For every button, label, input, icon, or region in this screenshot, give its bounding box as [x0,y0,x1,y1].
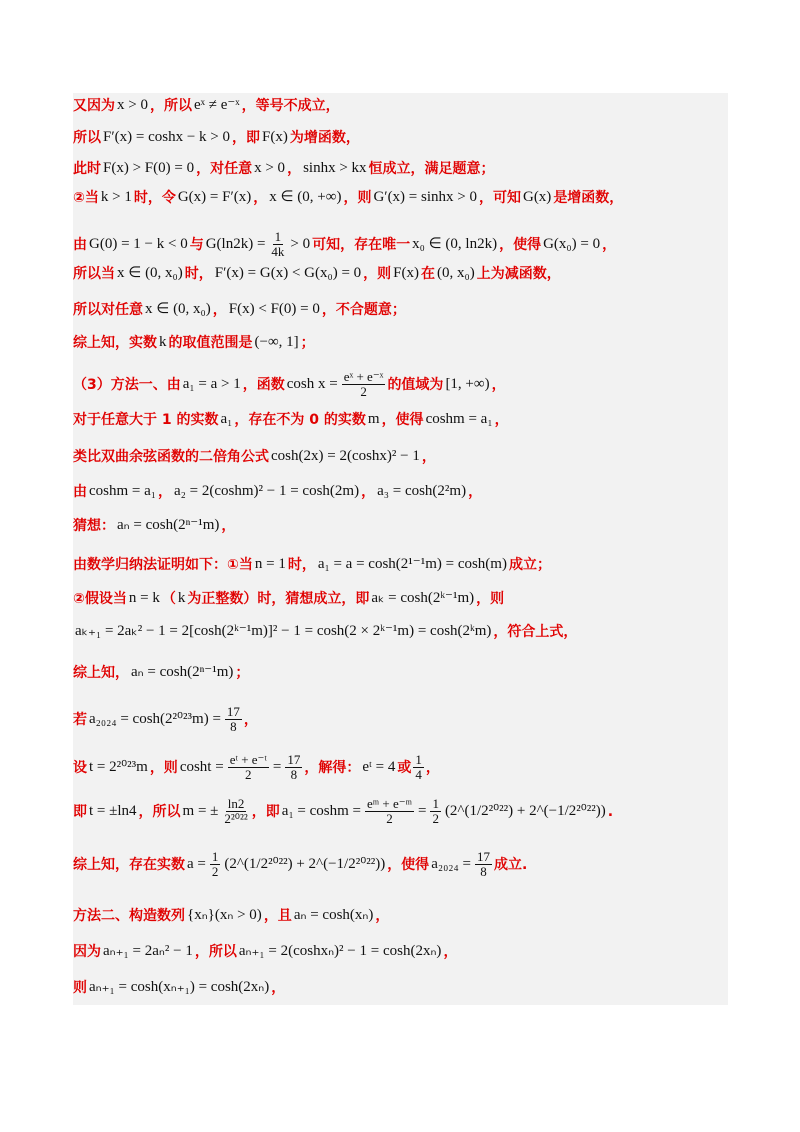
text-segment: 综上知， [73,664,129,681]
fraction-denominator: 8 [480,864,487,880]
fraction-numerator: eᵗ + e⁻ᵗ [229,752,267,767]
text-segment: ，等号不成立， [241,97,340,114]
text-line [73,944,457,959]
math-expression: a₁ = coshm = [281,803,362,820]
text-segment: ， [421,448,436,465]
text-segment: 所以 [73,129,101,146]
math-expression: a = [187,856,206,873]
text-line [73,190,623,205]
math-expression: coshm = a₁ [425,411,493,427]
text-segment: 的值域为 [387,376,444,393]
text-line [73,230,616,260]
fraction-numerator: 17 [226,704,240,719]
text-segment: ，则 [343,189,372,206]
text-segment: ，所以 [138,803,181,820]
math-expression: (0, x₀) [437,265,475,281]
math-expression: > 0 [290,236,311,253]
text-segment: ，使得 [387,856,430,873]
text-segment: 可知，存在唯一 [312,236,411,253]
math-expression: aₖ = cosh(2ᵏ⁻¹m) [371,590,475,606]
math-expression: a₂₀₂₄ = [431,856,471,873]
math-expression: m [367,411,380,427]
math-expression: = [417,803,427,820]
text-segment: ， [287,160,302,177]
math-expression: sinhx > kx [303,160,367,176]
text-segment: ，存在不为 0 的实数 [234,411,366,428]
text-segment: ，函数 [242,376,285,393]
text-segment: ； [235,664,250,681]
math-expression: a₁ = a > 1 [182,376,241,393]
fraction [228,753,269,783]
text-segment: ②假设当 [73,590,127,607]
text-line [73,335,315,350]
text-segment: 综上知，存在实数 [73,856,185,873]
text-segment: ， [494,411,509,428]
math-expression: F(x) [393,265,420,281]
text-segment: ，且 [263,907,292,924]
math-expression: a₂ = 2(coshm)² − 1 = cosh(2m) [174,483,360,499]
math-expression: x₀ ∈ (0, ln2k) [412,236,498,253]
text-segment: 由 [73,236,87,253]
text-segment: ， [375,907,390,924]
text-segment: ，对任意 [196,160,253,177]
math-expression: eˣ ≠ e⁻ˣ [193,97,240,113]
text-line [73,518,235,533]
text-segment: 所以当 [73,265,115,282]
math-expression: F(x) < F(0) = 0 [228,301,320,317]
math-expression: a₁ [220,411,233,427]
text-line [73,370,506,400]
text-segment: 是增函数， [553,189,624,206]
math-expression: aₙ = cosh(2ⁿ⁻¹m) [117,517,220,533]
math-expression: G(x) = F′(x) [177,189,252,205]
text-segment: ， [361,483,376,500]
math-expression: x > 0 [117,97,148,113]
text-line [73,130,360,145]
text-segment: ，所以 [149,97,192,114]
text-segment: ，使得 [499,236,542,253]
text-line [73,908,389,923]
fraction-denominator: 2 [360,384,367,400]
text-segment: 则 [73,979,87,996]
fraction [222,797,249,827]
fraction-numerator: 17 [476,849,490,864]
fraction [210,850,221,880]
text-segment: ，所以 [194,943,237,960]
text-segment: ，可知 [478,189,521,206]
fraction-numerator: 17 [287,752,301,767]
text-segment: （3）方法一、由 [73,376,181,393]
math-expression: aₙ = cosh(xₙ) [293,907,374,923]
fraction-denominator: 8 [230,719,237,735]
text-segment: 此时 [73,160,101,177]
text-segment: 设 [73,759,87,776]
math-expression: aₙ = cosh(2ⁿ⁻¹m) [131,664,234,680]
math-expression: x ∈ (0, +∞) [269,189,342,205]
text-segment: 与 [189,236,204,253]
math-expression: t = ±ln4 [89,803,137,820]
text-line [73,980,285,995]
math-expression: t = 2²⁰²³m [89,759,148,776]
math-expression: aₙ₊₁ = cosh(xₙ₊₁) = cosh(2xₙ) [89,979,270,995]
math-expression: aₙ₊₁ = 2(coshxₙ)² − 1 = cosh(2xₙ) [238,943,442,959]
text-segment: ，符合上式， [493,623,578,640]
math-expression: cosh(2x) = 2(coshx)² − 1 [271,448,420,464]
fraction-numerator: 1 [274,229,282,244]
fraction-numerator: ln2 [227,796,245,811]
math-expression: cosh x = [286,376,338,393]
math-expression: a₁ = a = cosh(2¹⁻¹m) = cosh(m) [317,556,507,572]
text-segment: （ [161,590,176,607]
fraction-denominator: 8 [290,767,298,783]
math-expression: G(x) [522,189,552,205]
text-segment: 因为 [73,943,101,960]
fraction-denominator: 2 [386,811,393,827]
text-segment: 猜想： [73,517,115,534]
text-line [73,266,561,281]
text-segment: ， [443,943,458,960]
text-segment: . [607,803,614,820]
text-segment: ，不合题意； [321,301,406,318]
text-segment: 为增函数， [289,129,360,146]
fraction [225,705,242,735]
math-expression: k > 1 [100,189,132,205]
text-line [73,412,509,427]
text-segment: ， [602,236,617,253]
fraction [285,753,302,783]
text-segment: 恒成立，满足题意； [368,160,495,177]
text-segment: 由 [73,483,87,500]
text-segment: 的取值范围是 [168,334,253,351]
text-line [73,98,340,113]
math-expression: (2^(1/2²⁰²²) + 2^(−1/2²⁰²²)) [444,803,606,820]
text-segment: ， [212,301,227,318]
math-expression: [1, +∞) [445,376,490,393]
text-segment: ，则 [149,759,178,776]
text-segment: 成立； [508,556,551,573]
text-segment: 在 [421,265,436,282]
text-line [73,449,436,464]
fraction [475,850,492,880]
text-line [73,797,613,827]
math-expression: k [159,334,167,350]
fraction-denominator: 4 [415,767,422,783]
fraction [413,753,424,783]
text-line [73,850,527,880]
math-expression: n = k [128,590,160,606]
fraction-denominator: 4k [271,244,285,260]
text-segment: ，即 [251,803,280,820]
text-line [73,484,482,499]
text-segment: 对于任意大于 1 的实数 [73,411,219,428]
text-segment: 由数学归纳法证明如下：①当 [73,556,253,573]
text-segment: ②当 [73,189,99,206]
text-segment: ，使得 [381,411,424,428]
math-expression: aₙ₊₁ = 2aₙ² − 1 [103,943,193,959]
math-expression: (−∞, 1] [254,334,299,350]
text-segment: 所以对任意 [73,301,143,318]
math-expression: F(x) > F(0) = 0 [103,160,195,176]
math-expression: k [177,590,186,606]
text-line [73,624,577,639]
text-segment: ， [271,979,286,996]
math-expression: cosht = [179,759,224,776]
math-expression: aₖ₊₁ = 2aₖ² − 1 = 2[cosh(2ᵏ⁻¹m)]² − 1 = cosh(2 × 2ᵏ⁻¹m) = cosh(2ᵏm) [75,623,492,639]
fraction-denominator: 2 [245,767,252,783]
text-segment: 又因为 [73,97,115,114]
text-line [73,302,406,317]
fraction-numerator: 1 [415,752,422,767]
fraction-denominator: 2²⁰²² [224,811,248,827]
text-segment: ， [425,759,440,776]
text-segment: 上为减函数， [476,265,561,282]
text-segment: ，则 [363,265,392,282]
fraction [430,797,441,827]
text-segment: 方法二、构造数列 [73,907,185,924]
text-segment: ， [468,483,483,500]
text-line [73,591,504,606]
fraction-denominator: 2 [432,811,439,827]
text-segment: 时，令 [133,189,176,206]
math-expression: G(x₀) = 0 [543,236,601,253]
math-expression: G(ln2k) = [205,236,266,253]
text-segment: 即 [73,803,87,820]
math-expression: eᵗ = 4 [362,759,396,776]
fraction [365,797,414,827]
math-expression: x ∈ (0, x₀) [145,301,211,317]
text-segment: ， [491,376,506,393]
text-line [73,705,258,735]
text-segment: ， [158,483,173,500]
text-line [73,753,440,783]
text-segment: ，即 [232,129,260,146]
math-expression: G(0) = 1 − k < 0 [89,236,188,253]
math-expression: (2^(1/2²⁰²²) + 2^(−1/2²⁰²²)) [224,856,386,873]
text-segment: ； [300,334,315,351]
fraction-numerator: 1 [432,796,439,811]
math-expression: n = 1 [254,556,286,572]
math-expression: a₂₀₂₄ = cosh(2²⁰²³m) = [89,711,221,728]
math-expression: coshm = a₁ [89,483,157,499]
math-expression: F′(x) = coshx − k > 0 [103,129,230,145]
math-expression: a₃ = cosh(2²m) [377,483,467,499]
text-segment: ，解得： [304,759,361,776]
fraction-numerator: eᵐ + e⁻ᵐ [367,796,412,811]
fraction [342,370,386,400]
text-segment: 为正整数）时，猜想成立，即 [187,590,370,607]
text-segment: 综上知，实数 [73,334,157,351]
text-segment: ， [243,711,258,728]
text-line [73,665,249,680]
text-segment: ，则 [476,590,505,607]
text-line [73,557,551,572]
math-expression: x ∈ (0, x₀) [117,265,183,281]
fraction-denominator: 2 [211,864,219,880]
text-segment: 时， [184,265,213,282]
fraction [269,230,286,260]
text-segment: 时， [287,556,316,573]
math-expression: F′(x) = G(x) < G(x₀) = 0 [214,265,362,281]
math-expression: m = ± [182,803,219,820]
text-line [73,161,495,176]
fraction-numerator: eˣ + e⁻ˣ [343,369,384,384]
text-segment: ， [253,189,268,206]
text-segment: 类比双曲余弦函数的二倍角公式 [73,448,269,465]
math-expression: = [272,759,282,776]
math-expression: x > 0 [254,160,286,176]
math-expression: G′(x) = sinhx > 0 [373,189,477,205]
text-segment: ， [221,517,236,534]
text-segment: 成立. [493,856,528,873]
math-expression: {xₙ}(xₙ > 0) [187,907,262,923]
math-expression: F(x) [262,129,288,145]
fraction-numerator: 1 [211,849,219,864]
text-segment: 或 [397,759,412,776]
text-segment: 若 [73,711,87,728]
